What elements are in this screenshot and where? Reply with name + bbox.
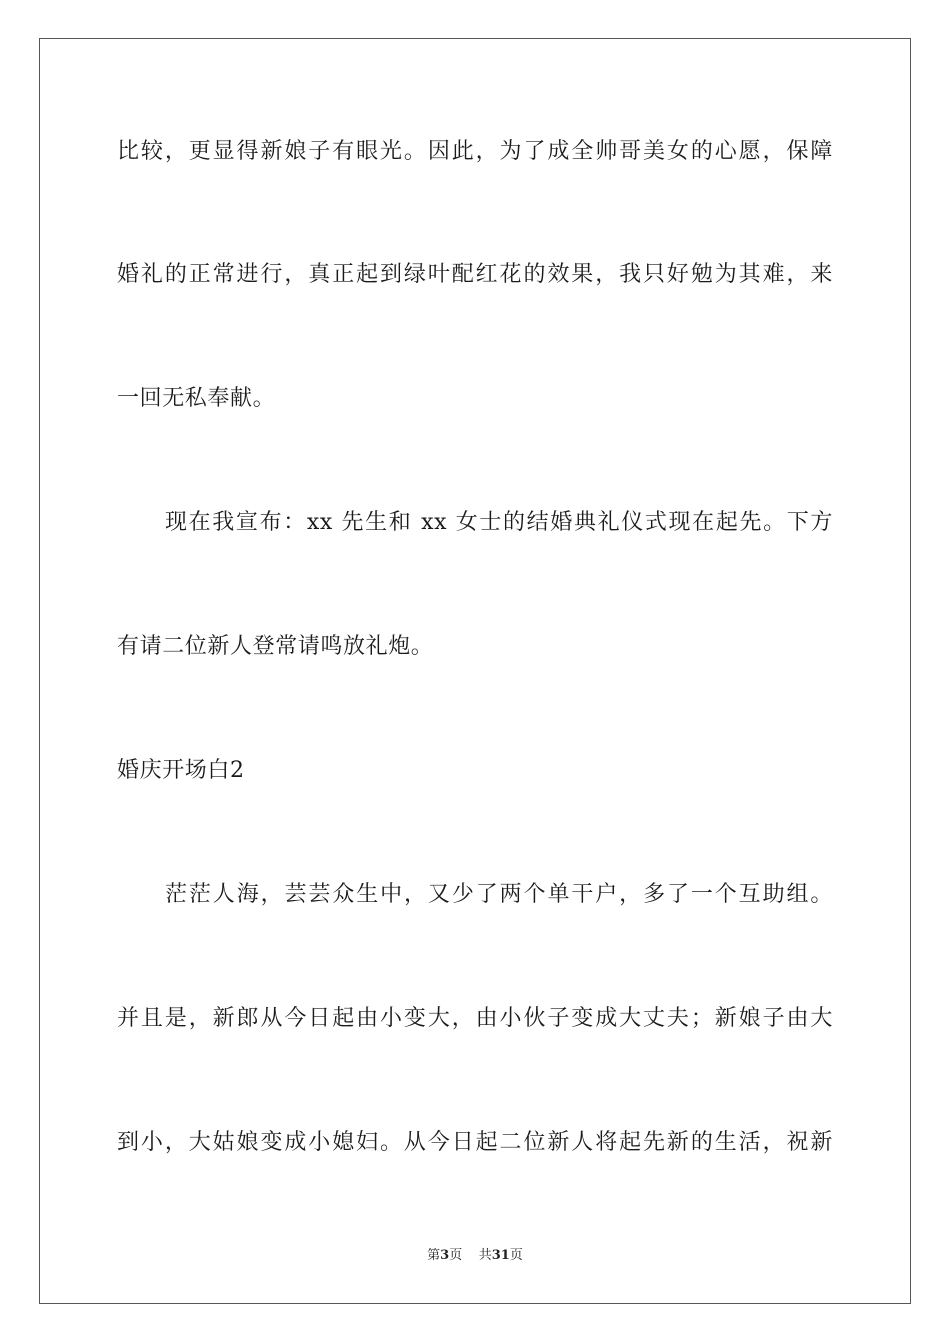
body-line-7: 并且是，新郎从今日起由小变大，由小伙子变成大丈夫；新娘子由大 <box>117 1006 833 1031</box>
body-line-1: 比较，更显得新娘子有眼光。因此，为了成全帅哥美女的心愿，保障 <box>117 139 833 164</box>
body-line-3: 一回无私奉献。 <box>117 386 276 411</box>
page-frame <box>39 38 911 1304</box>
footer-total-pages: 31 <box>491 1248 510 1263</box>
body-line-4: 现在我宣布：xx 先生和 xx 女士的结婚典礼仪式现在起先。下方 <box>165 510 833 535</box>
page-footer <box>0 1247 950 1265</box>
footer-total-prefix: 共 <box>478 1248 492 1263</box>
body-line-5: 有请二位新人登常请鸣放礼炮。 <box>117 634 434 659</box>
footer-prefix: 第 <box>427 1248 441 1263</box>
body-line-8: 到小，大姑娘变成小媳妇。从今日起二位新人将起先新的生活，祝新 <box>117 1130 833 1155</box>
body-line-6: 茫茫人海，芸芸众生中，又少了两个单干户，多了一个互助组。 <box>165 882 833 907</box>
body-line-2: 婚礼的正常进行，真正起到绿叶配红花的效果，我只好勉为其难，来 <box>117 262 833 287</box>
footer-page-number: 3 <box>440 1248 450 1263</box>
footer-page-suffix: 页 <box>449 1248 463 1263</box>
footer-total-suffix: 页 <box>509 1248 523 1263</box>
section-heading: 婚庆开场白2 <box>117 758 245 783</box>
